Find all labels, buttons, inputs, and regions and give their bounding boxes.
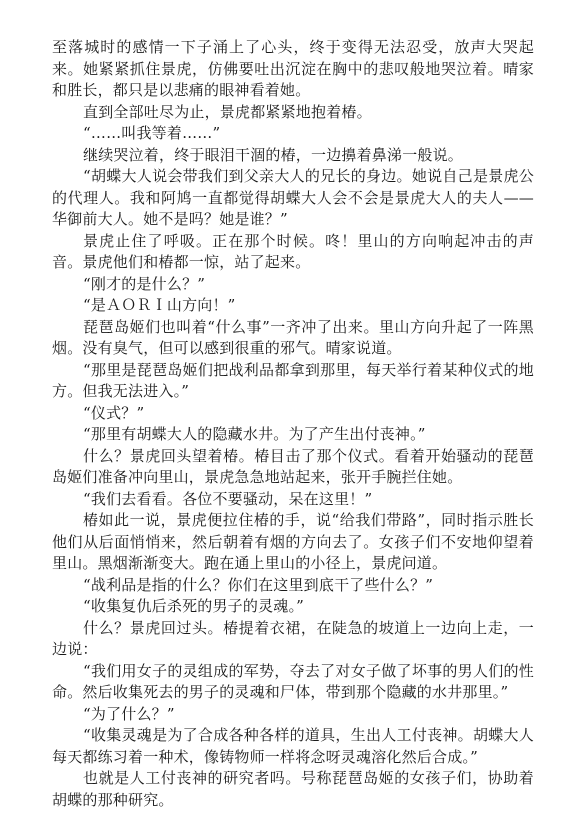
paragraph: 至落城时的感情一下子涌上了心头，终于变得无法忍受，放声大哭起来。她紧紧抓住景虎，仿佛要吐出沉淀在胸中的悲叹般地哭泣着。晴家和胜长，都只是以悲痛的眼神看着她。	[52, 38, 534, 99]
paragraph: “那里有胡蝶大人的隐藏水井。为了产生出付丧神。”	[83, 425, 426, 443]
paragraph: “仪式？”	[83, 403, 145, 422]
paragraph: “胡蝶大人说会带我们到父亲大人的兄长的身边。她说自己是景虎公的代理人。我和阿鸠一直都觉得胡蝶大人会不会是景虎大人的夫人——华御前大人。她不是吗？她是谁？”	[52, 167, 534, 228]
paragraph: “我们去看看。各位不要骚动，呆在这里！”	[83, 489, 373, 508]
paragraph: “……叫我等着……”	[83, 124, 221, 142]
paragraph: “我们用女子的灵组成的军势，夺去了对女子做了坏事的男人们的性命。然后收集死去的男子的灵魂和尸体，带到那个隐藏的水井那里。”	[52, 661, 534, 701]
paragraph: “是ＡＯＲＩ山方向！”	[83, 296, 236, 314]
paragraph: “为了什么？”	[83, 704, 175, 723]
paragraph: 也就是人工付丧神的研究者吗。号称琵琶岛姬的女孩子们，协助着胡蝶的那种研究。	[52, 769, 534, 809]
paragraph: “刚才的是什么？”	[83, 274, 206, 293]
paragraph: “收集复仇后杀死的男子的灵魂。”	[83, 597, 305, 615]
paragraph: “战利品是指的什么？你们在这里到底干了些什么？”	[83, 575, 434, 594]
paragraph: 景虎止住了呼吸。正在那个时候。咚！里山的方向响起冲击的声音。景虎他们和椿都一惊，站了起来。	[52, 231, 534, 271]
novel-page	[52, 37, 534, 811]
paragraph: “那里是琵琶岛姬们把战利品都拿到那里，每天举行着某种仪式的地方。但我无法进入。”	[52, 360, 534, 400]
paragraph: 椿如此一说，景虎便拉住椿的手，说“给我们带路”，同时指示胜长他们从后面悄悄来，然后朝着有烟的方向去了。女孩子们不安地仰望着里山。黑烟渐渐变大。跑在通上里山的小径上，景虎问道。	[52, 511, 534, 572]
paragraph: 继续哭泣着，终于眼泪干涸的椿，一边擤着鼻涕一般说。	[83, 145, 464, 164]
paragraph: 什么？景虎回过头。椿提着衣裙，在陡急的坡道上一边向上走，一边说：	[52, 618, 534, 658]
paragraph: 什么？景虎回头望着椿。椿目击了那个仪式。看着开始骚动的琵琶岛姬们准备冲向里山，景虎急急地站起来，张开手腕拦住她。	[52, 446, 534, 486]
paragraph: 琵琶岛姬们也叫着“什么事”一齐冲了出来。里山方向升起了一阵黑烟。没有臭气，但可以感到很重的邪气。晴家说道。	[52, 317, 534, 357]
paragraph: 直到全部吐尽为止，景虎都紧紧地抱着椿。	[83, 102, 372, 121]
paragraph: “收集灵魂是为了合成各种各样的道具，生出人工付丧神。胡蝶大人每天都练习着一种术，像铸物师一样将念呀灵魂溶化然后合成。”	[52, 726, 534, 766]
